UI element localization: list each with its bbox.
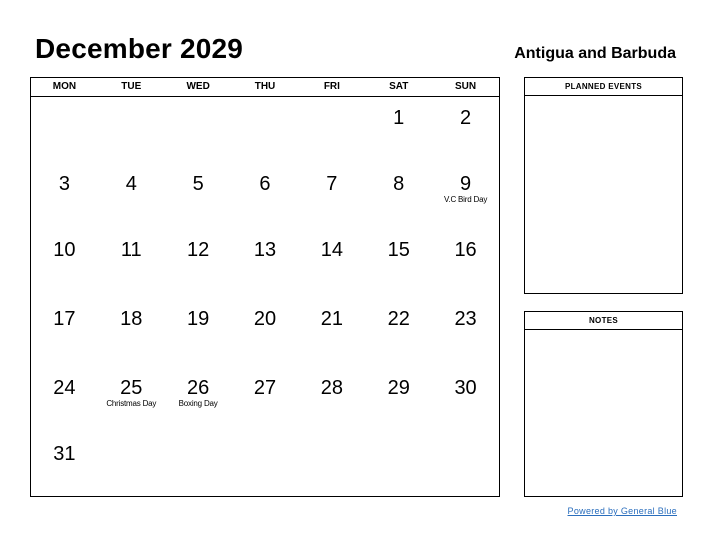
day-cell	[365, 367, 432, 433]
weekday-label: THU	[254, 81, 276, 92]
holiday-label: V.C Bird Day	[444, 195, 488, 204]
day-number: 25	[120, 377, 143, 399]
holiday-label: Boxing Day	[178, 399, 218, 408]
weekday-label: SAT	[389, 81, 409, 92]
day-cell	[432, 367, 499, 433]
weekday-label: TUE	[121, 81, 142, 92]
day-cell	[31, 229, 98, 295]
day-number: 14	[320, 239, 343, 261]
weekday-label: WED	[186, 81, 210, 92]
day-number: 24	[53, 377, 76, 399]
day-cell	[232, 163, 299, 229]
day-cell	[365, 229, 432, 295]
day-cell	[232, 97, 299, 163]
day-cell	[298, 163, 365, 229]
day-number: 30	[454, 377, 477, 399]
day-number: 26	[187, 377, 210, 399]
day-number: 13	[253, 239, 277, 261]
day-cell	[31, 298, 98, 364]
day-number: 27	[253, 377, 277, 399]
day-number: 6	[259, 173, 271, 195]
weekday-label: FRI	[323, 81, 340, 92]
day-cell	[298, 229, 365, 295]
day-number: 28	[320, 377, 343, 399]
day-cell	[432, 298, 499, 364]
day-number: 2	[460, 107, 472, 129]
day-cell	[31, 97, 98, 163]
day-number: 22	[387, 308, 410, 330]
day-cell	[432, 163, 499, 229]
day-cell	[232, 433, 299, 499]
day-cell	[165, 163, 232, 229]
day-number: 19	[187, 308, 210, 330]
day-cell	[98, 367, 165, 433]
day-number: 10	[53, 239, 76, 261]
day-number: 1	[393, 107, 405, 129]
calendar-grid	[30, 77, 500, 497]
day-cell	[432, 97, 499, 163]
day-cell	[298, 367, 365, 433]
day-cell	[432, 433, 499, 499]
day-cell	[165, 367, 232, 433]
day-cell	[298, 433, 365, 499]
day-cell	[232, 298, 299, 364]
day-number: 12	[187, 239, 210, 261]
weekday-label: MON	[52, 81, 77, 92]
weekday-label: SUN	[455, 81, 477, 92]
planned-events-panel	[524, 77, 683, 294]
notes-panel	[524, 311, 683, 497]
day-cell	[232, 367, 299, 433]
day-cell	[165, 97, 232, 163]
day-cell	[31, 433, 98, 499]
day-cell	[98, 298, 165, 364]
day-cell	[365, 298, 432, 364]
day-number: 5	[192, 173, 204, 195]
day-number: 29	[387, 377, 410, 399]
page-title: December 2029	[35, 33, 244, 64]
day-cell	[365, 163, 432, 229]
day-number: 11	[120, 239, 142, 261]
day-number: 23	[454, 308, 477, 330]
day-number: 21	[320, 308, 343, 330]
day-cell	[365, 97, 432, 163]
powered-by-link[interactable]: Powered by General Blue	[567, 506, 677, 516]
day-cell	[165, 229, 232, 295]
day-cell	[98, 97, 165, 163]
day-cell	[98, 163, 165, 229]
day-number: 3	[58, 173, 70, 195]
day-cell	[165, 298, 232, 364]
weekday-header	[31, 78, 499, 97]
day-number: 20	[253, 308, 277, 330]
day-number: 8	[393, 173, 405, 195]
day-cell	[365, 433, 432, 499]
day-number: 16	[454, 239, 477, 261]
holiday-label: Christmas Day	[106, 399, 157, 408]
day-cell	[432, 229, 499, 295]
notes-heading: NOTES	[525, 312, 682, 330]
country-name: Antigua and Barbuda	[514, 45, 676, 62]
day-number: 17	[53, 308, 76, 330]
planned-events-heading: PLANNED EVENTS	[525, 78, 682, 96]
day-number: 7	[326, 173, 338, 195]
day-cell	[31, 367, 98, 433]
day-number: 4	[125, 173, 137, 195]
day-cell	[232, 229, 299, 295]
day-cell	[298, 97, 365, 163]
day-number: 9	[460, 173, 472, 195]
day-number: 18	[120, 308, 143, 330]
day-cell	[298, 298, 365, 364]
day-cell	[98, 433, 165, 499]
day-cell	[98, 229, 165, 295]
day-cell	[165, 433, 232, 499]
day-number: 31	[53, 443, 76, 465]
day-cell	[31, 163, 98, 229]
day-number: 15	[387, 239, 410, 261]
